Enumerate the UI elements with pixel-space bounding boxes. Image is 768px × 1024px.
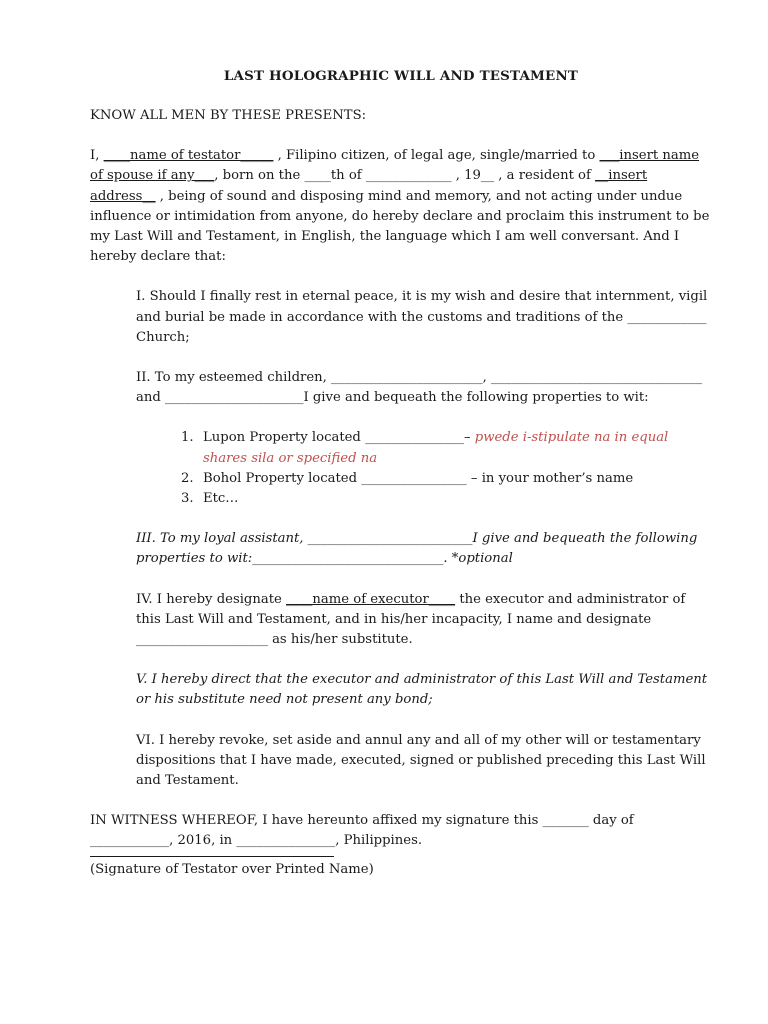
list-item [181,489,712,509]
list-item [181,469,712,489]
clause-4-executor [136,590,712,651]
testator-name-blank: ____name of testator_____ [103,148,274,164]
list-number: 2. [181,470,194,486]
will-document [90,66,712,852]
signature-line [90,856,334,857]
executor-name-blank: ____name of executor____ [286,591,456,607]
clause-4-text-2: the executor and administrator of this Last Will and Testament, and in his/her incapacity, I name and designate ____________________ as his/her substitute. [136,591,686,648]
document-title: LAST HOLOGRAPHIC WILL AND TESTAMENT [223,68,579,84]
intro-text-2: , Filipino citizen, of legal age, single/married to [273,148,600,164]
clause-3-assistant: III. To my loyal assistant, _________________________I give and bequeath the following properties to wit:_____________________________. *optional [136,531,698,567]
clause-6-revocation: VI. I hereby revoke, set aside and annul any and all of my other will or testamentary dispositions that I have made, executed, signed or published preceding this Last Will and Testament. [136,732,706,789]
signature-caption: (Signature of Testator over Printed Name) [90,862,374,877]
property-text: Lupon Property located _______________– [203,430,475,446]
list-item [181,428,712,468]
intro-text-1: I, [90,148,104,164]
spouse-name-blank: ___insert name of spouse if any___ [90,148,700,184]
clause-1-burial: I. Should I finally rest in eternal peace, it is my wish and desire that internment, vigil and burial be made in accordance with the customs and traditions of the ____________ Church; [136,289,708,345]
property-note: pwede i-stipulate na in equal shares sila or specified na [203,430,669,466]
address-blank: __insert address__ [90,168,648,204]
intro-paragraph [90,146,712,267]
property-text: Bohol Property located ________________ – in your mother’s name [203,470,634,486]
clause-2-children: II. To my esteemed children, _______________________, ________________________________ and _____________________I give and bequeath the following properties to wit: [136,370,703,406]
intro-text-3: , born on the ____th of _____________ , 19__ , a resident of [214,168,596,184]
property-list [181,428,712,509]
opening-line: KNOW ALL MEN BY THESE PRESENTS: [90,108,367,123]
clause-4-text-1: IV. I hereby designate [136,591,287,607]
intro-text-4: , being of sound and disposing mind and memory, and not acting under undue influence or intimidation from anyone, do hereby declare and proclaim this instrument to be my Last Will and Testament, in English, the language which I am well conversant. And I hereby declare that: [90,188,710,265]
clause-5-bond: V. I hereby direct that the executor and administrator of this Last Will and Testament or his substitute need not present any bond; [136,672,708,708]
property-text: Etc… [203,491,239,507]
list-number: 1. [181,430,194,446]
list-number: 3. [181,491,194,507]
witness-paragraph: IN WITNESS WHEREOF, I have hereunto affixed my signature this _______ day of ____________, 2016, in _______________, Philippines. [90,813,634,849]
